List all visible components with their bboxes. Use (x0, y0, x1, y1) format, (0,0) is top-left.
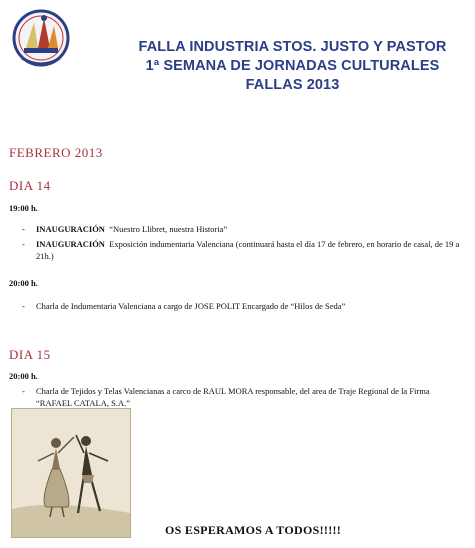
month-heading: FEBRERO 2013 (9, 145, 103, 160)
header-title: FALLA INDUSTRIA STOS. JUSTO Y PASTOR (138, 39, 447, 55)
list-item (22, 223, 467, 235)
bullet-dash: - (22, 386, 25, 396)
list-item (22, 385, 467, 409)
item-text: “Nuestro Llibret, nuestra Historia” (109, 224, 228, 234)
item-text: Exposición indumentaria Valenciana (continuará hasta el día 17 de febrero, en horario de casal, de 19 a 21h.) (36, 239, 460, 261)
session-time: 20:00 h. (9, 371, 38, 381)
item-text: Charla de Indumentaria Valenciana a cargo de JOSE POLIT Encargado de “Hilos de Seda” (36, 301, 346, 311)
falla-logo-icon (12, 8, 70, 72)
item-text: Charla de Tejidos y Telas Valencianas a carco de RAUL MORA responsable, del area de Traje Regional de la Firma “RAFAEL CATALA, S.A.” (36, 386, 430, 408)
bullet-dash: - (22, 239, 25, 249)
day-heading: DIA 14 (9, 178, 51, 193)
session-time: 19:00 h. (9, 203, 38, 213)
closing-message: OS ESPERAMOS A TODOS!!!!! (165, 523, 342, 537)
header-subtitle: 1ª SEMANA DE JORNADAS CULTURALES (145, 58, 440, 74)
dancers-illustration (11, 408, 131, 538)
item-label: INAUGURACIÓN (36, 239, 105, 249)
header-year: FALLAS 2013 (245, 77, 340, 93)
page-header (120, 38, 465, 95)
day-heading: DIA 15 (9, 347, 51, 362)
item-label: INAUGURACIÓN (36, 224, 105, 234)
list-item (22, 238, 467, 262)
session-time: 20:00 h. (9, 278, 38, 288)
bullet-dash: - (22, 301, 25, 311)
bullet-dash: - (22, 224, 25, 234)
list-item (22, 300, 467, 312)
